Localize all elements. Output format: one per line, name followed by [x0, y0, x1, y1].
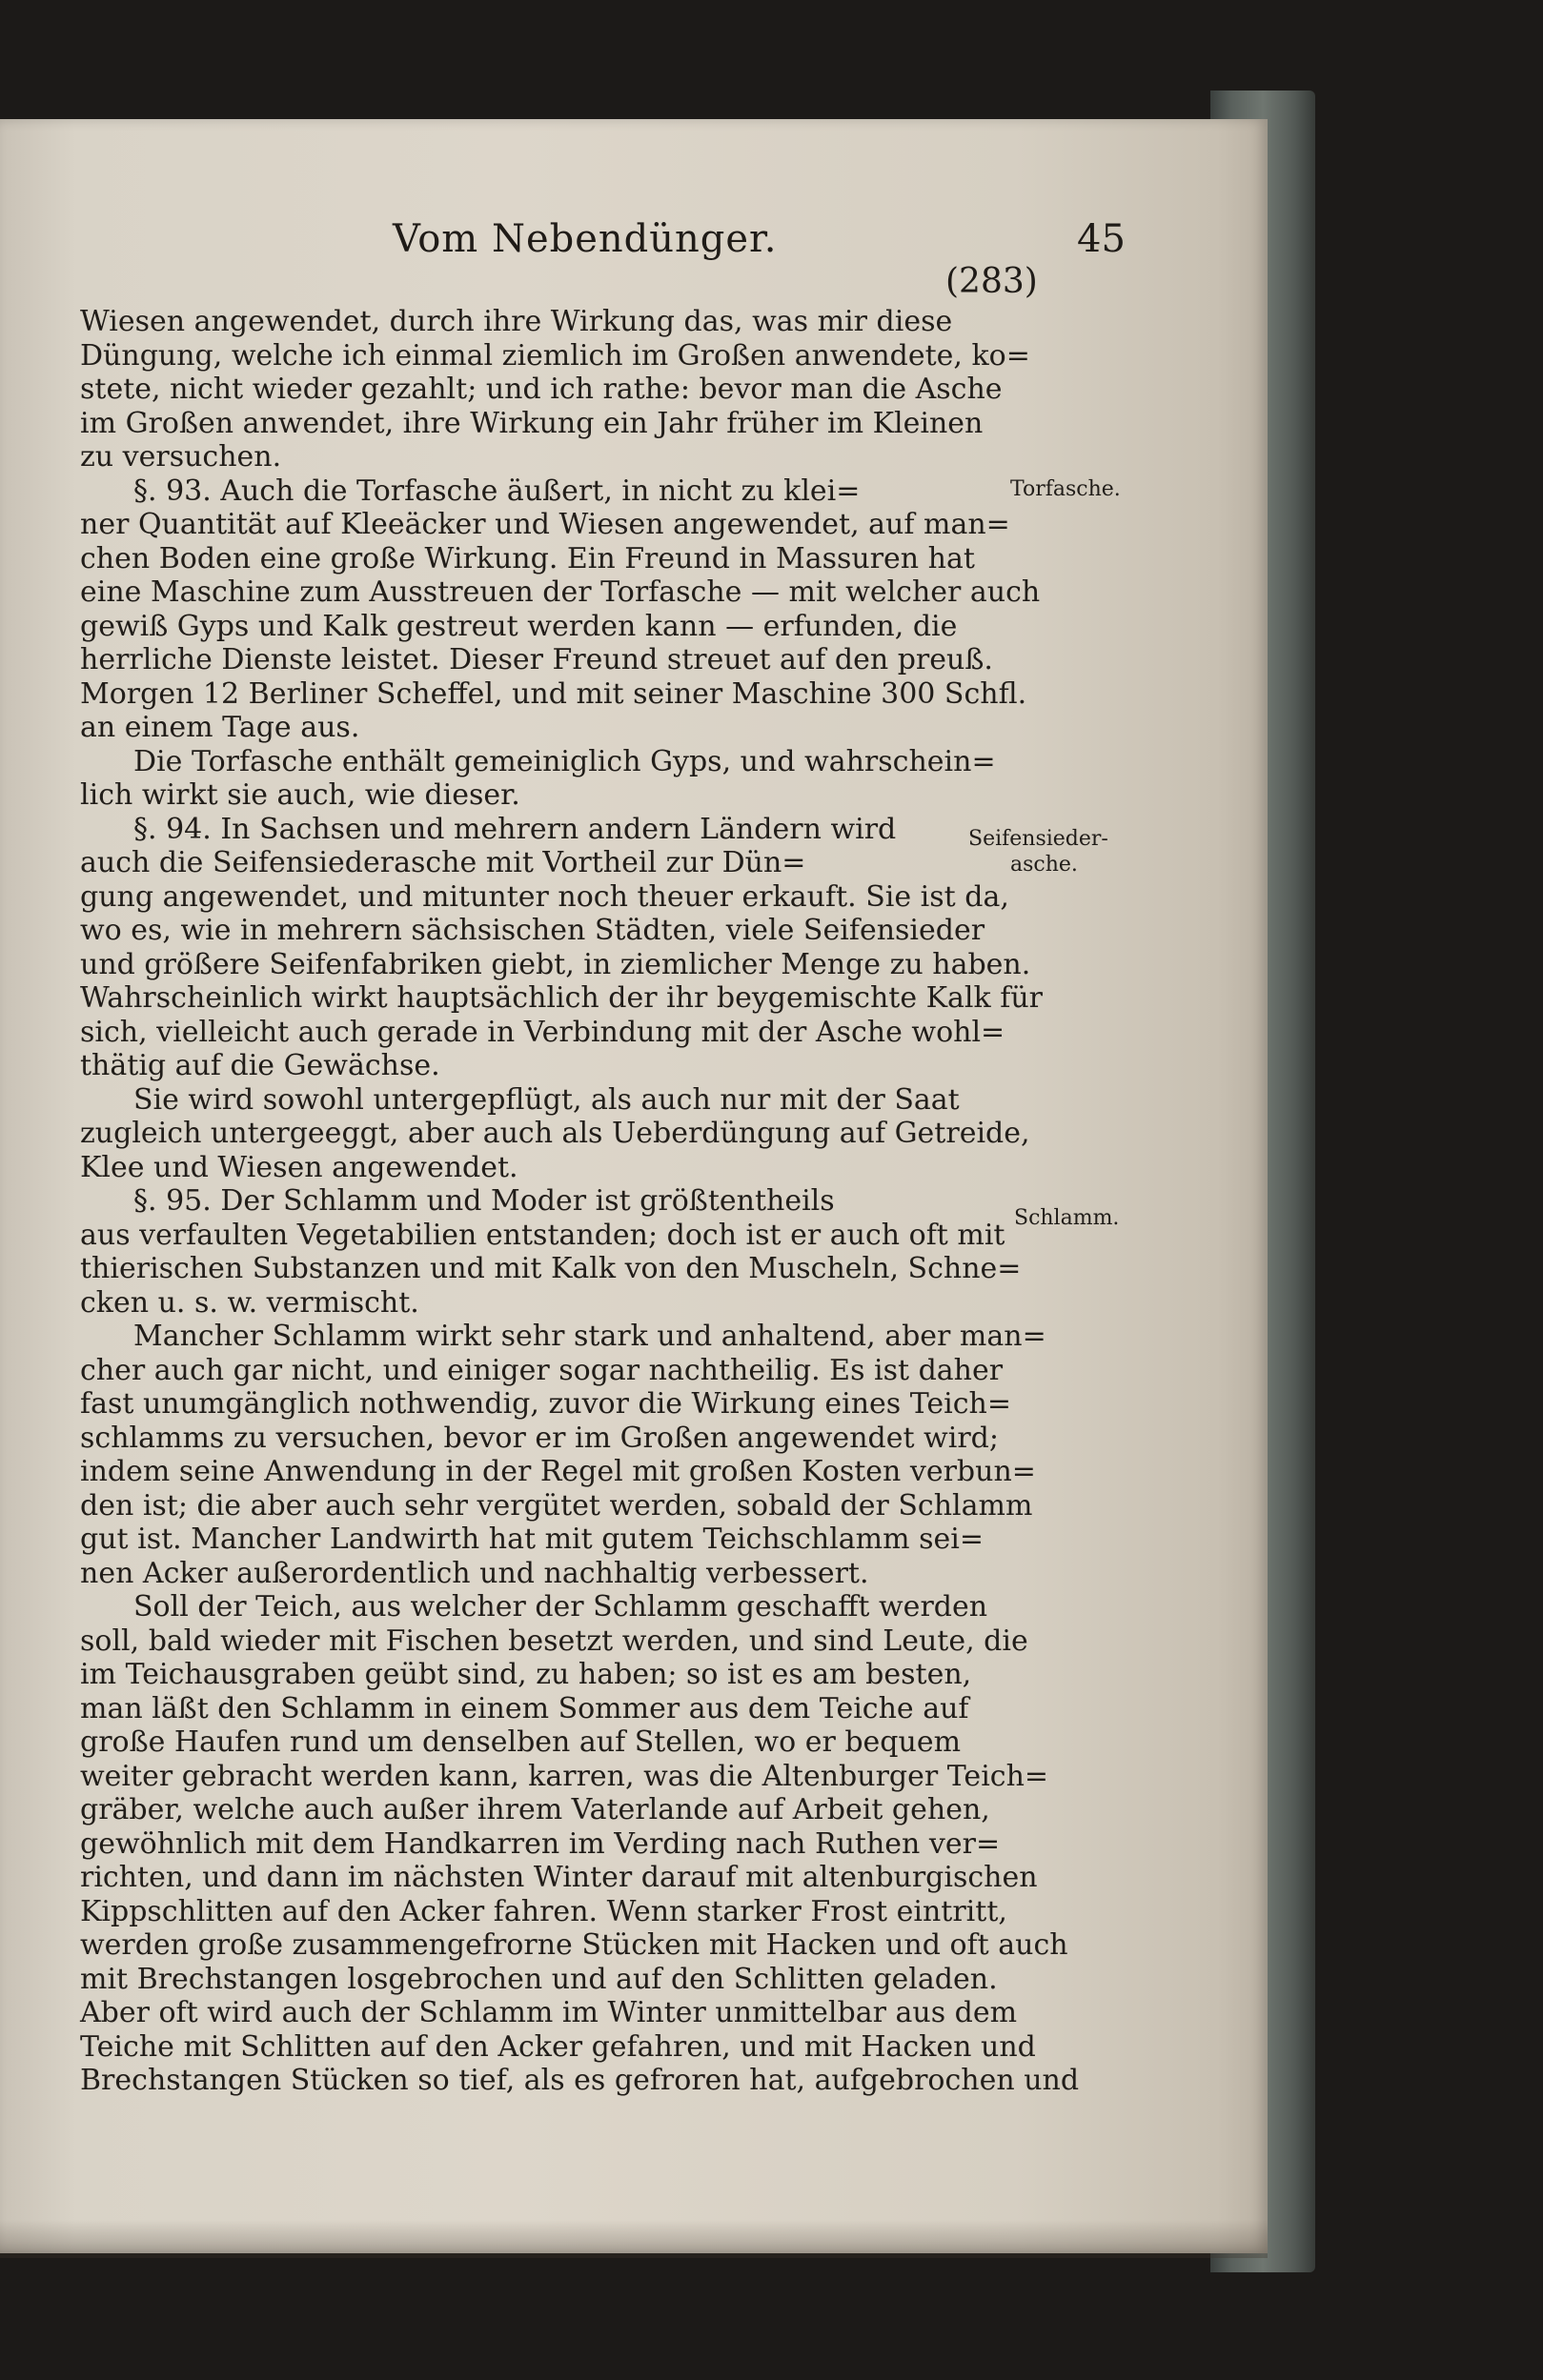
- text-line: Kippschlitten auf den Acker fahren. Wenn starker Frost eintritt,: [80, 1894, 1007, 1928]
- text-line: gut ist. Mancher Landwirth hat mit gutem Teichschlamm sei=: [80, 1523, 984, 1556]
- text-line: Sie wird sowohl untergepflügt, als auch nur mit der Saat: [133, 1082, 960, 1117]
- text-line: und größere Seifenfabriken giebt, in ziemlicher Menge zu haben.: [80, 947, 1031, 981]
- text-line: Wahrscheinlich wirkt hauptsächlich der ihr beygemischte Kalk für: [80, 981, 1044, 1015]
- margin-note-torfasche: Torfasche.: [1010, 477, 1121, 501]
- text-line: man läßt den Schlamm in einem Sommer aus dem Teiche auf: [80, 1691, 969, 1725]
- text-line: cken u. s. w. vermischt.: [80, 1285, 419, 1320]
- text-line: auch die Seifensiederasche mit Vortheil zur Dün=: [80, 846, 806, 879]
- text-line: nen Acker außerordentlich und nachhaltig verbessert.: [80, 1556, 869, 1590]
- text-line: sich, vielleicht auch gerade in Verbindung mit der Asche wohl=: [80, 1015, 1005, 1049]
- running-title: Vom Nebendünger.: [393, 217, 778, 261]
- page-number: 45: [1077, 217, 1126, 261]
- text-line: gung angewendet, und mitunter noch theuer erkauft. Sie ist da,: [80, 879, 1009, 914]
- text-line: Brechstangen Stücken so tief, als es gefroren hat, aufgebrochen und: [80, 2064, 1080, 2097]
- text-line: thätig auf die Gewächse.: [80, 1049, 440, 1082]
- text-line: Wiesen angewendet, durch ihre Wirkung das, was mir diese: [80, 305, 953, 338]
- text-line: soll, bald wieder mit Fischen besetzt werden, und sind Leute, die: [80, 1624, 1028, 1658]
- text-line: cher auch gar nicht, und einiger sogar nachtheilig. Es ist daher: [80, 1353, 1004, 1387]
- text-line: lich wirkt sie auch, wie dieser.: [80, 778, 520, 812]
- margin-note-seifensiederasche-1: Seifensieder-: [968, 827, 1108, 851]
- text-line: Aber oft wird auch der Schlamm im Winter unmittelbar aus dem: [80, 1996, 1018, 2029]
- original-page-number: (283): [945, 262, 1038, 301]
- text-line: Klee und Wiesen angewendet.: [80, 1150, 518, 1184]
- text-line: gewöhnlich mit dem Handkarren im Verding nach Ruthen ver=: [80, 1826, 1001, 1861]
- margin-note-schlamm: Schlamm.: [1014, 1206, 1120, 1230]
- text-line: mit Brechstangen losgebrochen und auf den Schlitten geladen.: [80, 1962, 998, 1996]
- text-line: ner Quantität auf Kleeäcker und Wiesen angewendet, auf man=: [80, 508, 1010, 541]
- text-line: schlamms zu versuchen, bevor er im Großen angewendet wird;: [80, 1421, 999, 1455]
- text-line: thierischen Substanzen und mit Kalk von den Muscheln, Schne=: [80, 1252, 1022, 1285]
- text-line: zugleich untergeeggt, aber auch als Ueberdüngung auf Getreide,: [80, 1117, 1030, 1150]
- text-line: an einem Tage aus.: [80, 711, 360, 744]
- text-line: indem seine Anwendung in der Regel mit großen Kosten verbun=: [80, 1455, 1036, 1488]
- text-line: werden große zusammengefrorne Stücken mit Hacken und oft auch: [80, 1928, 1068, 1962]
- text-line: im Teichausgraben geübt sind, zu haben; so ist es am besten,: [80, 1658, 972, 1691]
- page-edge-shadow: [0, 2220, 1268, 2258]
- text-line: Teiche mit Schlitten auf den Acker gefahren, und mit Hacken und: [80, 2029, 1036, 2064]
- text-line: chen Boden eine große Wirkung. Ein Freund in Massuren hat: [80, 541, 975, 575]
- page-header: [0, 217, 1268, 267]
- text-line: Düngung, welche ich einmal ziemlich im Großen anwendete, ko=: [80, 338, 1030, 373]
- text-line: gewiß Gyps und Kalk gestreut werden kann — erfunden, die: [80, 609, 958, 643]
- text-line: Mancher Schlamm wirkt sehr stark und anhaltend, aber man=: [133, 1320, 1046, 1353]
- text-line: große Haufen rund um denselben auf Stellen, wo er bequem: [80, 1725, 962, 1759]
- text-line: wo es, wie in mehrern sächsischen Städten, viele Seifensieder: [80, 914, 985, 947]
- text-line: weiter gebracht werden kann, karren, was die Altenburger Teich=: [80, 1759, 1049, 1793]
- text-line: im Großen anwendet, ihre Wirkung ein Jahr früher im Kleinen: [80, 406, 984, 440]
- paragraph-95-start: §. 95. Der Schlamm und Moder ist größtentheils: [133, 1184, 835, 1218]
- paragraph-93-start: §. 93. Auch die Torfasche äußert, in nicht zu klei=: [133, 474, 861, 508]
- text-line: fast unumgänglich nothwendig, zuvor die Wirkung eines Teich=: [80, 1387, 1011, 1421]
- text-line: den ist; die aber auch sehr vergütet werden, sobald der Schlamm: [80, 1488, 1033, 1523]
- text-line: richten, und dann im nächsten Winter darauf mit altenburgischen: [80, 1861, 1038, 1894]
- text-line: aus verfaulten Vegetabilien entstanden; doch ist er auch oft mit: [80, 1218, 1005, 1252]
- text-line: eine Maschine zum Ausstreuen der Torfasche — mit welcher auch: [80, 575, 1041, 609]
- text-line: Soll der Teich, aus welcher der Schlamm geschafft werden: [133, 1590, 988, 1624]
- margin-note-seifensiederasche-2: asche.: [1010, 853, 1078, 877]
- text-line: Die Torfasche enthält gemeiniglich Gyps, und wahrschein=: [133, 744, 996, 778]
- text-line: Morgen 12 Berliner Scheffel, und mit seiner Maschine 300 Schfl.: [80, 676, 1027, 711]
- body-text: [80, 305, 1081, 2098]
- text-line: herrliche Dienste leistet. Dieser Freund streuet auf den preuß.: [80, 643, 993, 676]
- text-line: gräber, welche auch außer ihrem Vaterlande auf Arbeit gehen,: [80, 1793, 990, 1826]
- text-line: zu versuchen.: [80, 440, 282, 474]
- text-line: stete, nicht wieder gezahlt; und ich rathe: bevor man die Asche: [80, 373, 1003, 406]
- paragraph-94-start: §. 94. In Sachsen und mehrern andern Ländern wird: [133, 812, 897, 846]
